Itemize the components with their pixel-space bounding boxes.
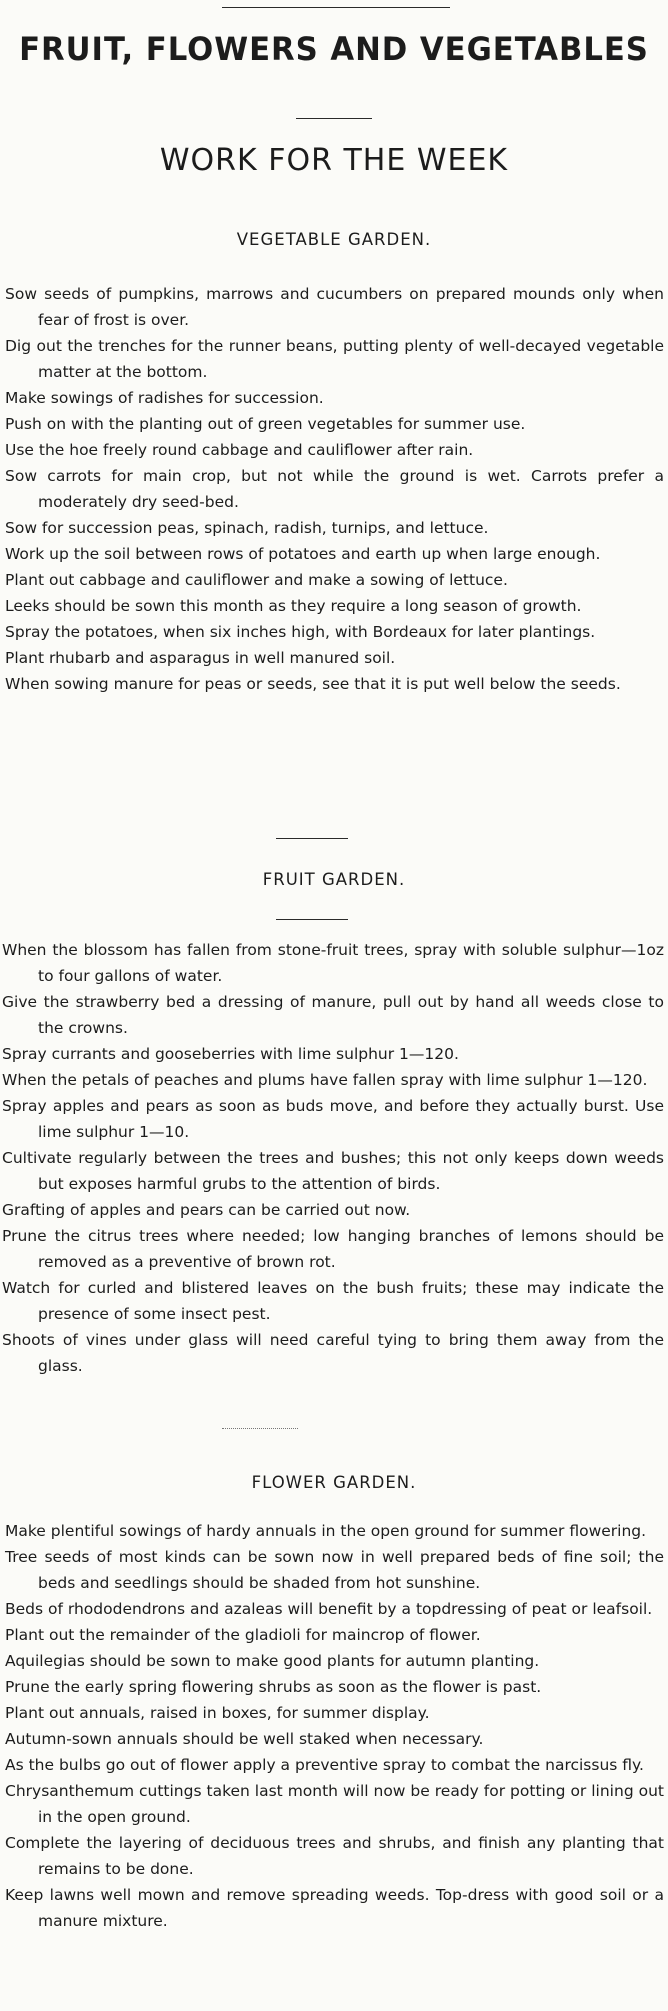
list-item: Chrysanthemum cuttings taken last month will now be ready for potting or lining out in the open ground. [5,1782,664,1826]
section-divider [276,919,348,920]
flower-list [0,1518,668,1934]
list-item: When the blossom has fallen from stone-fruit trees, spray with soluble sulphur—1oz to four gallons of water. [2,941,664,985]
section-divider [276,838,348,839]
list-item: Spray currants and gooseberries with lime sulphur 1—120. [2,1045,459,1063]
list-item: Tree seeds of most kinds can be sown now in well prepared beds of fine soil; the beds and seedlings should be shaded from hot sunshine. [5,1548,664,1592]
list-item: Keep lawns well mown and remove spreading weeds. Top-dress with good soil or a manure mixture. [5,1886,664,1930]
list-item: Watch for curled and blistered leaves on the bush fruits; these may indicate the presence of some insect pest. [2,1279,664,1323]
list-item: Dig out the trenches for the runner beans, putting plenty of well-decayed vegetable matter at the bottom. [5,337,664,381]
vegetable-list [0,281,668,697]
headline-divider [296,118,372,119]
list-item: Give the strawberry bed a dressing of manure, pull out by hand all weeds close to the crowns. [2,993,664,1037]
list-item: When sowing manure for peas or seeds, see that it is put well below the seeds. [5,675,621,693]
list-item: Plant out cabbage and cauliflower and make a sowing of lettuce. [5,571,508,589]
page-headline: FRUIT, FLOWERS AND VEGETABLES [19,30,649,68]
list-item: Complete the layering of deciduous trees and shrubs, and finish any planting that remains to be done. [5,1834,664,1878]
list-item: Leeks should be sown this month as they require a long season of growth. [5,597,582,615]
list-item: Prune the citrus trees where needed; low hanging branches of lemons should be removed as a preventive of brown rot. [2,1227,664,1271]
vegetable-section-title: VEGETABLE GARDEN. [236,230,432,249]
list-item: Plant out the remainder of the gladioli for maincrop of flower. [5,1626,481,1644]
list-item: Aquilegias should be sown to make good plants for autumn planting. [5,1652,540,1670]
section-divider [222,1428,298,1429]
list-item: Spray apples and pears as soon as buds move, and before they actually burst. Use lime sulphur 1—10. [2,1097,664,1141]
list-item: Make sowings of radishes for succession. [5,389,324,407]
flower-section-title: FLOWER GARDEN. [251,1473,417,1492]
list-item: Spray the potatoes, when six inches high, with Bordeaux for later plantings. [5,623,596,641]
list-item: Beds of rhododendrons and azaleas will benefit by a topdressing of peat or leafsoil. [5,1600,653,1618]
list-item: Sow carrots for main crop, but not while the ground is wet. Carrots prefer a moderately dry seed-bed. [5,467,664,511]
list-item: As the bulbs go out of flower apply a preventive spray to combat the narcissus fly. [5,1756,644,1774]
fruit-list [0,937,668,1379]
list-item: Plant out annuals, raised in boxes, for summer display. [5,1704,430,1722]
list-item: Plant rhubarb and asparagus in well manured soil. [5,649,396,667]
top-rule [222,7,450,8]
list-item: When the petals of peaches and plums have fallen spray with lime sulphur 1—120. [2,1071,648,1089]
list-item: Grafting of apples and pears can be carried out now. [2,1201,411,1219]
list-item: Sow for succession peas, spinach, radish, turnips, and lettuce. [5,519,489,537]
page-subheading: WORK FOR THE WEEK [159,143,509,178]
list-item: Use the hoe freely round cabbage and cauliflower after rain. [5,441,474,459]
list-item: Shoots of vines under glass will need careful tying to bring them away from the glass. [2,1331,664,1375]
list-item: Make plentiful sowings of hardy annuals in the open ground for summer flowering. [5,1522,647,1540]
list-item: Autumn-sown annuals should be well staked when necessary. [5,1730,484,1748]
fruit-section-title: FRUIT GARDEN. [262,870,406,889]
list-item: Sow seeds of pumpkins, marrows and cucumbers on prepared mounds only when fear of frost is over. [5,285,664,329]
list-item: Push on with the planting out of green vegetables for summer use. [5,415,526,433]
list-item: Prune the early spring flowering shrubs as soon as the flower is past. [5,1678,542,1696]
list-item: Cultivate regularly between the trees and bushes; this not only keeps down weeds but exposes harmful grubs to the attention of birds. [2,1149,664,1193]
list-item: Work up the soil between rows of potatoes and earth up when large enough. [5,545,601,563]
